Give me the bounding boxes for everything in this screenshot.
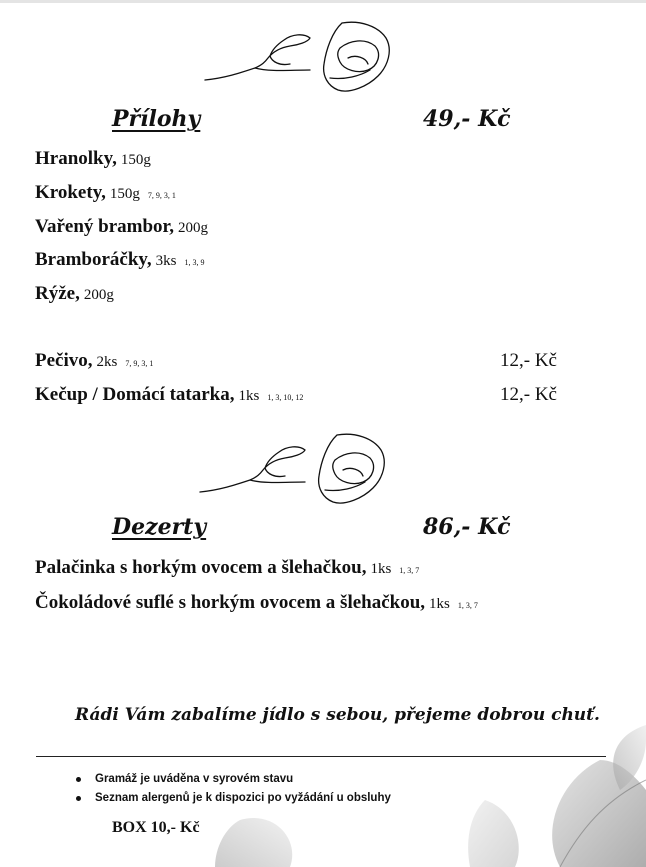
note-text: Seznam alergenů je k dispozici po vyžádání u obsluhy <box>95 792 391 804</box>
section-price-prilohy: 49,- Kč <box>423 106 511 132</box>
item-allergens: 1, 3, 9 <box>184 258 205 267</box>
menu-item <box>35 182 176 204</box>
menu-item <box>35 592 478 614</box>
item-qty: 200g <box>83 287 114 303</box>
item-qty: 150g <box>120 152 151 168</box>
box-price: BOX 10,- Kč <box>112 819 200 836</box>
footer-divider <box>36 756 606 757</box>
item-qty: 1ks <box>429 596 450 612</box>
takeaway-message: Rádi Vám zabalíme jídlo s sebou, přejeme dobrou chuť. <box>75 705 600 725</box>
item-name: Bramboráčky, <box>35 249 152 270</box>
item-name: Hranolky, <box>35 148 117 169</box>
item-qty: 1ks <box>238 388 260 404</box>
item-name: Palačinka s horkým ovocem a šlehačkou, <box>35 557 367 578</box>
footer-notes <box>95 770 391 808</box>
menu-item-extra <box>35 384 303 406</box>
item-qty: 200g <box>178 220 208 236</box>
bullet-icon <box>76 796 81 801</box>
item-name: Krokety, <box>35 182 106 203</box>
menu-item <box>35 283 114 305</box>
item-price: 12,- Kč <box>500 384 557 405</box>
menu-item <box>35 249 204 271</box>
item-allergens: 7, 9, 3, 1 <box>125 359 154 368</box>
item-name: Kečup / Domácí tatarka, <box>35 384 235 405</box>
flower-ornament-middle <box>195 430 395 512</box>
item-qty: 1ks <box>370 561 392 577</box>
section-price-dezerty: 86,- Kč <box>423 514 511 540</box>
item-name: Rýže, <box>35 283 80 304</box>
menu-item <box>35 557 419 579</box>
section-title-prilohy: Přílohy <box>112 106 201 132</box>
item-allergens: 1, 3, 7 <box>457 601 478 610</box>
note-text: Gramáž je uváděna v syrovém stavu <box>95 773 294 785</box>
menu-item <box>35 148 151 170</box>
item-name: Čokoládové suflé s horkým ovocem a šlehačkou, <box>35 592 426 613</box>
section-title-dezerty: Dezerty <box>112 514 207 540</box>
item-qty: 150g <box>109 186 140 202</box>
flower-ornament-top <box>200 18 400 100</box>
item-name: Vařený brambor, <box>35 216 174 237</box>
item-allergens: 1, 3, 10, 12 <box>267 393 304 402</box>
item-price: 12,- Kč <box>500 350 557 371</box>
menu-item <box>35 216 208 238</box>
top-border-line <box>0 0 646 3</box>
item-qty: 2ks <box>96 354 118 370</box>
item-allergens: 7, 9, 3, 1 <box>147 191 176 200</box>
note-item <box>95 789 391 808</box>
bullet-icon <box>76 777 81 782</box>
item-name: Pečivo, <box>35 350 93 371</box>
item-qty: 3ks <box>155 253 177 269</box>
menu-item-extra <box>35 350 153 372</box>
note-item <box>95 770 391 789</box>
item-allergens: 1, 3, 7 <box>399 566 420 575</box>
